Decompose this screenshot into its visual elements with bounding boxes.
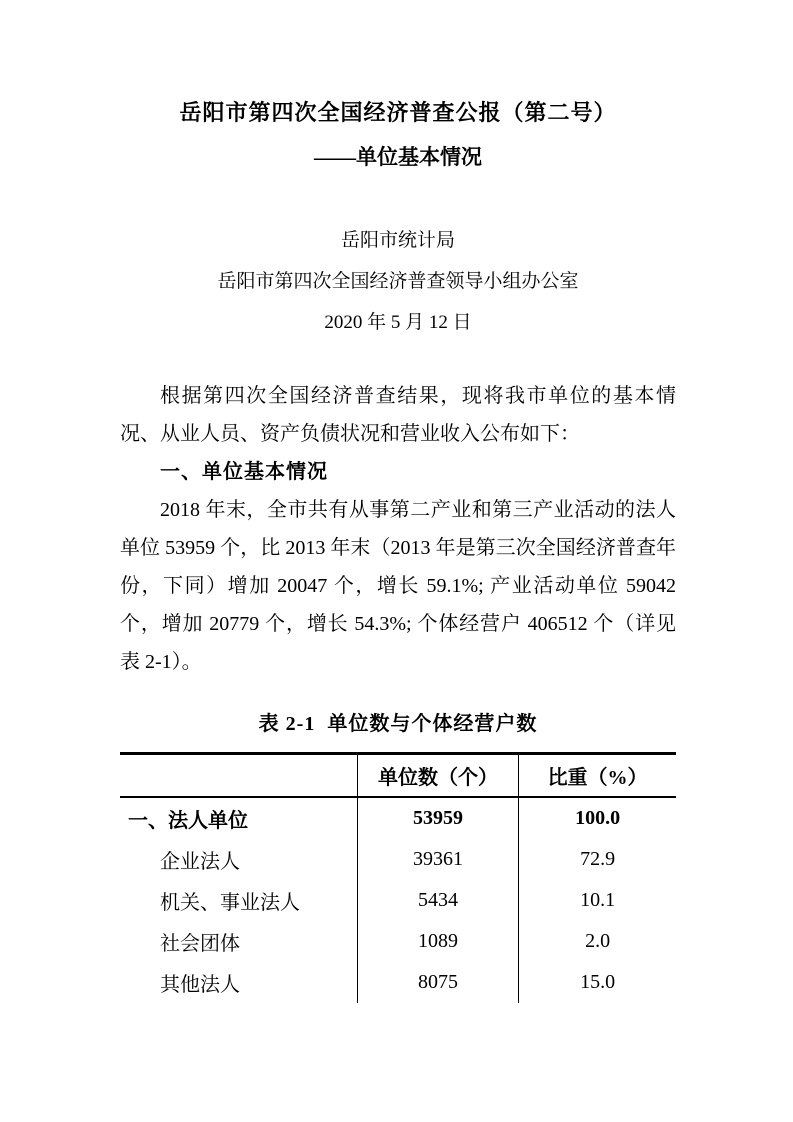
table-row [120, 880, 676, 921]
row-label: 社会团体 [160, 933, 240, 955]
table-row [120, 921, 676, 962]
row-count: 53959 [357, 797, 518, 839]
publish-date: 2020 年 5 月 12 日 [324, 312, 472, 333]
intro-paragraph: 根据第四次全国经济普查结果，现将我市单位的基本情况、从业人员、资产负债状况和营业收入公布如下： [120, 385, 676, 445]
units-table [120, 752, 676, 1003]
row-label: 其他法人 [160, 974, 240, 996]
row-count: 8075 [357, 962, 518, 1003]
row-label: 企业法人 [160, 851, 240, 873]
table-row [120, 962, 676, 1003]
row-share: 2.0 [585, 930, 611, 952]
row-share: 72.9 [580, 848, 616, 870]
table-caption: 表 2-1 单位数与个体经营户数 [258, 713, 538, 735]
row-share: 100.0 [575, 807, 621, 829]
row-label: 一、法人单位 [128, 810, 248, 832]
row-count: 39361 [357, 839, 518, 880]
header-cell-share: 比重（%） [519, 754, 676, 798]
header-cell-empty [120, 754, 357, 798]
author-line-census-office: 岳阳市第四次全国经济普查领导小组办公室 [217, 271, 579, 292]
row-share: 15.0 [580, 971, 616, 993]
row-label: 机关、事业法人 [160, 892, 300, 914]
body-text-block [120, 377, 676, 681]
document-subtitle: ——单位基本情况 [314, 145, 482, 169]
row-count: 5434 [357, 880, 518, 921]
header-cell-unit-count: 单位数（个） [357, 754, 518, 798]
row-count: 1089 [357, 921, 518, 962]
table-row [120, 797, 676, 839]
row-share: 10.1 [580, 889, 616, 911]
author-line-statistics-bureau: 岳阳市统计局 [340, 230, 455, 251]
section1-heading: 一、单位基本情况 [160, 461, 328, 483]
byline-block [120, 220, 676, 343]
table-row [120, 839, 676, 880]
table-header-row [120, 754, 676, 798]
section1-paragraph: 2018 年末，全市共有从事第二产业和第三产业活动的法人单位 53959 个，比 2013 年末（2013 年是第三次全国经济普查年份，下同）增加 20047 个，增长 59.1%; 产业活动单位 59042 个，增加 20779 个，增长 54.3%; 个体经营户 406512 个（详见表 2-1）。 [120, 499, 676, 673]
document-title: 岳阳市第四次全国经济普查公报（第二号） [179, 100, 617, 125]
